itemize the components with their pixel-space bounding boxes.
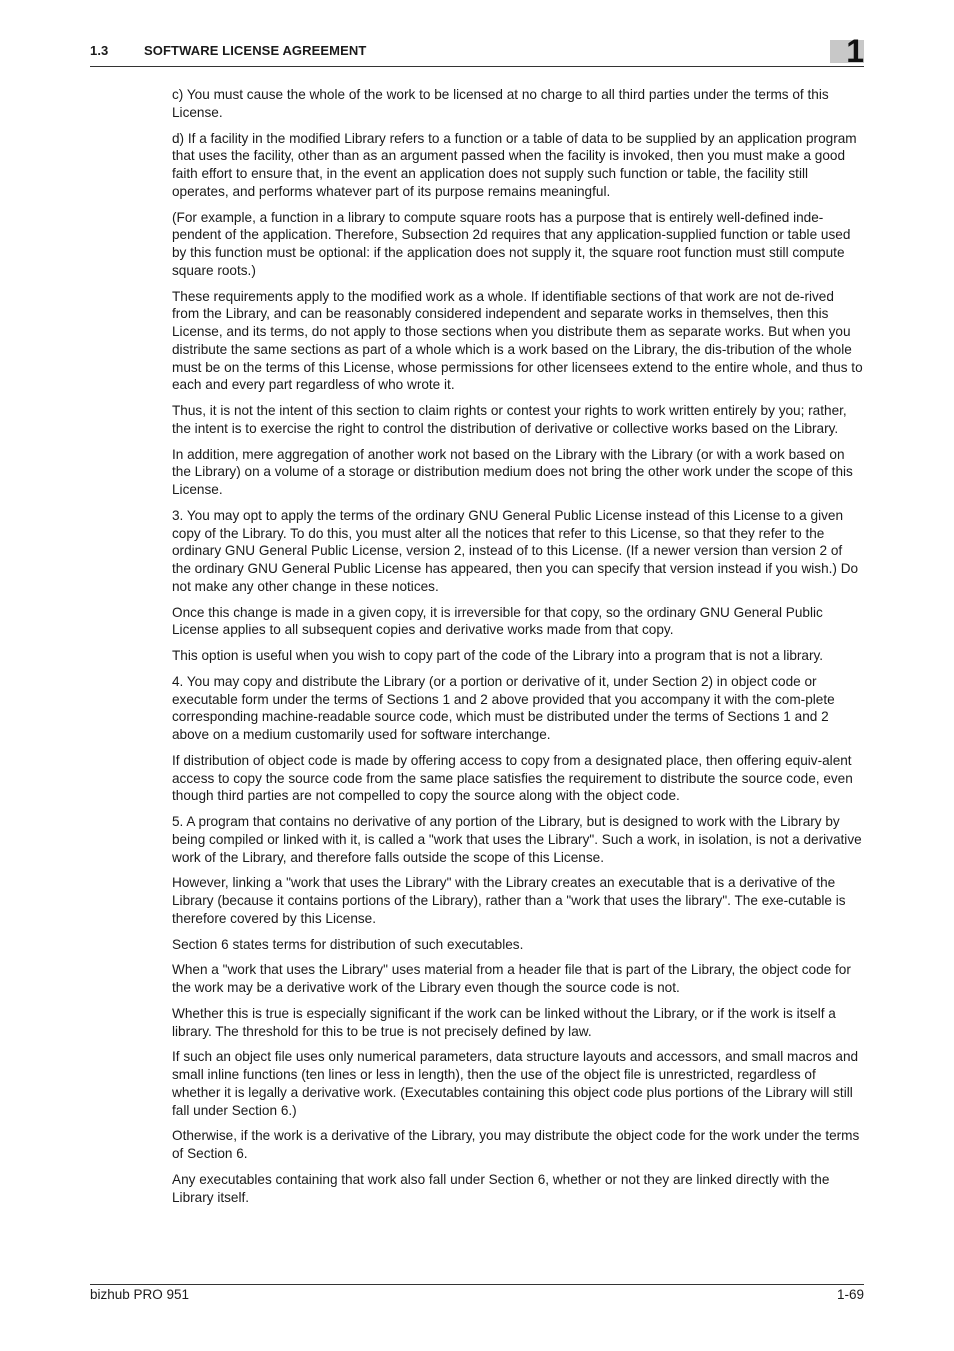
paragraph-section-5: 5. A program that contains no derivative of any portion of the Library, but is designed to work with the Library by being compiled or linked with it, is called a "work that uses the Library". Such a work, in isolation, is not a derivative work of the Library, and therefore falls outside the scope of this License. <box>172 814 862 865</box>
paragraph-object-file-params: If such an object file uses only numerical parameters, data structure layouts and accessors, and small macros and small inline functions (ten lines or less in length), then the use of the object file is unrestricted, regardless of whether it is legally a derivative work. (Executables containing this object code plus portions of the Library will still fall under Section 6.) <box>172 1049 859 1118</box>
paragraph-linking: However, linking a "work that uses the Library" with the Library creates an executable that is a derivative of the Library (because it contains portions of the Library), rather than a "work that uses the library". The exe-cutable is therefore covered by this License. <box>172 875 846 926</box>
paragraph-header-file: When a "work that uses the Library" uses material from a header file that is part of the Library, the object code for the work may be a derivative work of the Library even though the source code is not. <box>172 962 851 995</box>
paragraph-intent: Thus, it is not the intent of this section to claim rights or contest your rights to work written entirely by you; rather, the intent is to exercise the right to control the distribution of derivative or collective works based on the Library. <box>172 403 847 436</box>
paragraph-square-root-example: (For example, a function in a library to compute square roots has a purpose that is entirely well-defined inde-pendent of the application. Therefore, Subsection 2d requires that any application-supplied function or table used by this function must be optional: if the application does not supply it, the square root function must still compute square roots.) <box>172 209 851 278</box>
paragraph-aggregation: In addition, mere aggregation of another work not based on the Library with the Library (or with a work based on the Library) on a volume of a storage or distribution medium does not bring the other work under the scope of this License. <box>172 446 853 497</box>
paragraph-otherwise: Otherwise, if the work is a derivative of the Library, you may distribute the object code for the work under the terms of Section 6. <box>172 1128 860 1161</box>
chapter-number: 1 <box>846 33 864 69</box>
paragraph-object-code-access: If distribution of object code is made by offering access to copy from a designated place, then offering equiv-alent access to copy the source code from the same place satisfies the requirement to distribute the source code, even though third parties are not compelled to copy the source along with the object code. <box>172 752 853 804</box>
paragraph-linked-without: Whether this is true is especially significant if the work can be linked without the Library, or if the work is itself a library. The threshold for this to be true is not precisely defined by law. <box>172 1005 836 1039</box>
paragraph-irreversible: Once this change is made in a given copy, it is irreversible for that copy, so the ordinary GNU General Public License applies to all subsequent copies and derivative works made from that copy. <box>172 604 823 638</box>
license-body <box>172 86 864 1214</box>
section-number: 1.3 <box>90 43 109 58</box>
paragraph-executables: Any executables containing that work also fall under Section 6, whether or not they are linked directly with the Library itself. <box>172 1171 830 1205</box>
footer-product: bizhub PRO 951 <box>90 1287 190 1302</box>
paragraph-section-6-terms: Section 6 states terms for distribution of such executables. <box>172 936 524 952</box>
header-divider <box>90 66 864 67</box>
paragraph-requirements-whole: These requirements apply to the modified work as a whole. If identifiable sections of that work are not de-rived from the Library, and can be reasonably considered independent and separate works in themselves, then this License, and its terms, do not apply to those sections when you distribute them as separate works. But when you distribute the same sections as part of a whole which is a work based on the Library, the dis-tribution of the whole must be on the terms of this License, whose permissions for other licensees extend to the entire whole, and thus to each and every part regardless of who wrote it. <box>172 288 863 393</box>
paragraph-section-4: 4. You may copy and distribute the Library (or a portion or derivative of it, under Section 2) in object code or executable form under the terms of Sections 1 and 2 above provided that you accompany it with the com-plete corresponding machine-readable source code, which must be distributed under the terms of Sections 1 and 2 above on a medium customarily used for software interchange. <box>172 673 835 742</box>
footer-divider <box>90 1284 864 1285</box>
paragraph-d-clause: d) If a facility in the modified Library refers to a function or a table of data to be supplied by an application program that uses the facility, other than as an argument passed when the facility is invoked, then you must make a good faith effort to ensure that, in the event an application does not supply such function or table, the facility still operates, and performs whatever part of its purpose remains meaningful. <box>172 130 857 199</box>
paragraph-c-clause: c) You must cause the whole of the work to be licensed at no charge to all third parties under the terms of this License. <box>172 87 829 120</box>
paragraph-option-useful: This option is useful when you wish to copy part of the code of the Library into a program that is not a library. <box>172 648 824 663</box>
page-header <box>90 33 864 69</box>
section-title: SOFTWARE LICENSE AGREEMENT <box>144 43 367 58</box>
paragraph-section-3: 3. You may opt to apply the terms of the ordinary GNU General Public License instead of this License to a given copy of the Library. To do this, you must alter all the notices that refer to this License, so that they refer to the ordinary GNU General Public License, version 2, instead of to this License. (If a newer version than version 2 of the ordinary GNU General Public License has appeared, then you can specify that version instead if you wish.) Do not make any other change in these notices. <box>172 507 859 594</box>
footer-page-number: 1-69 <box>836 1287 864 1302</box>
